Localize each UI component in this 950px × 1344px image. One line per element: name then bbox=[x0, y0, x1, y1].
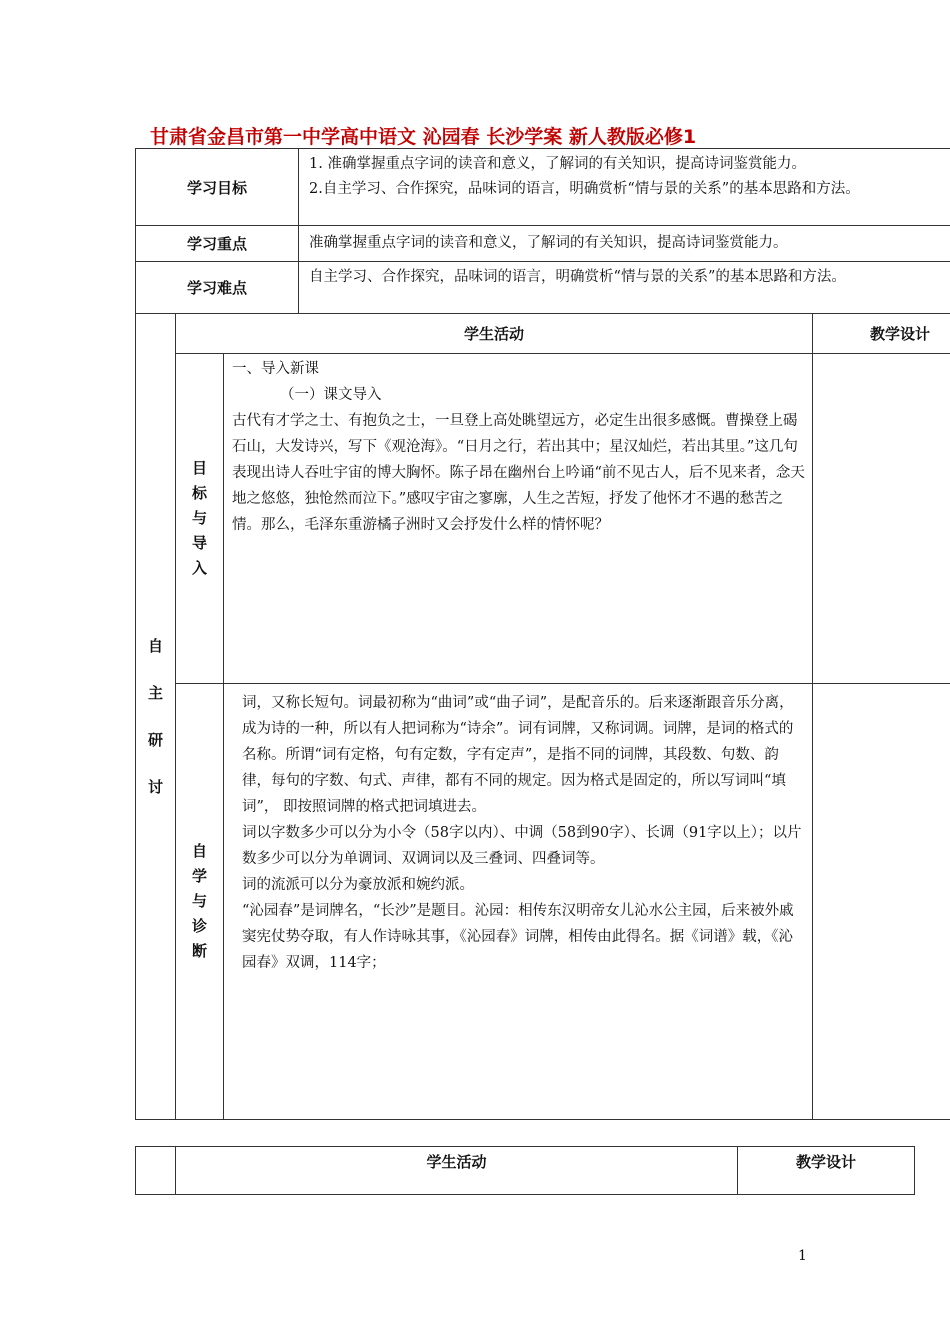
intro-label-char-5: 入 bbox=[191, 559, 207, 577]
side-label-char-3: 研 bbox=[147, 730, 163, 749]
self-study-design-cell bbox=[813, 684, 950, 1120]
intro-design-cell bbox=[813, 354, 950, 684]
focus-label: 学习重点 bbox=[136, 226, 299, 262]
continuation-table bbox=[135, 1146, 915, 1195]
difficulty-row bbox=[136, 262, 950, 314]
side-label bbox=[136, 314, 176, 1120]
self-study-label-char-5: 断 bbox=[191, 942, 207, 960]
intro-label-char-4: 导 bbox=[191, 534, 207, 552]
focus-row bbox=[136, 226, 950, 262]
side-label-char-4: 讨 bbox=[147, 777, 163, 796]
continuation-header-row bbox=[136, 1147, 915, 1195]
intro-content bbox=[224, 354, 813, 684]
goal-label: 学习目标 bbox=[136, 149, 299, 226]
self-study-paragraph-4: “沁园春”是词牌名，“长沙”是题目。沁园：相传东汉明帝女儿沁水公主园，后来被外戚窦宪仗势夺取，有人作诗咏其事，《沁园春》词牌，相传由此得名。据《词谱》载，《沁园春》双调，114字； bbox=[242, 903, 794, 971]
intro-paragraph: 古代有才学之士、有抱负之士，一旦登上高处眺望远方，必定生出很多感慨。曹操登上碣石山，大发诗兴，写下《观沧海》。“日月之行，若出其中；星汉灿烂，若出其里。”这几句表现出诗人吞吐宇宙的博大胸怀。陈子昂在幽州台上吟诵“前不见古人，后不见来者，念天地之悠悠，独怆然而泣下。”感叹宇宙之寥廓，人生之苦短，抒发了他怀才不遇的愁苦之情。那么，毛泽东重游橘子洲时又会抒发什么样的情怀呢？ bbox=[232, 413, 805, 533]
goal-row bbox=[136, 149, 950, 226]
intro-row bbox=[136, 354, 950, 684]
continuation-student-header: 学生活动 bbox=[176, 1147, 738, 1195]
focus-content: 准确掌握重点字词的读音和意义，了解词的有关知识，提高诗词鉴赏能力。 bbox=[299, 226, 950, 262]
self-study-paragraph-3: 词的流派可以分为豪放派和婉约派。 bbox=[242, 877, 474, 893]
difficulty-label: 学习难点 bbox=[136, 262, 299, 314]
teaching-design-header: 教学设计 bbox=[813, 314, 950, 354]
intro-label-char-3: 与 bbox=[191, 509, 207, 527]
intro-subheading: （一）课文导入 bbox=[280, 387, 382, 403]
side-label-char-2: 主 bbox=[147, 683, 163, 702]
difficulty-content: 自主学习、合作探究，品味词的语言，明确赏析“情与景的关系”的基本思路和方法。 bbox=[299, 262, 950, 314]
self-study-label-char-4: 诊 bbox=[191, 917, 207, 935]
self-study-label-char-3: 与 bbox=[191, 892, 207, 910]
intro-label-char-2: 标 bbox=[191, 484, 207, 502]
page-number: 1 bbox=[798, 1248, 807, 1264]
study-plan-table bbox=[135, 148, 950, 1120]
self-study-label-char-1: 自 bbox=[191, 842, 207, 860]
self-study-row bbox=[136, 684, 950, 1120]
document-title: 甘肃省金昌市第一中学高中语文 沁园春 长沙学案 新人教版必修1 bbox=[150, 126, 697, 148]
intro-heading: 一、导入新课 bbox=[232, 361, 319, 377]
continuation-side-cell bbox=[136, 1147, 176, 1195]
self-study-content bbox=[224, 684, 813, 1120]
self-study-paragraph-2: 词以字数多少可以分为小令（58字以内）、中调（58到90字）、长调（91字以上）；以片数多少可以分为单调词、双调词以及三叠词、四叠词等。 bbox=[242, 825, 802, 867]
intro-label-char-1: 目 bbox=[191, 459, 207, 477]
intro-label bbox=[176, 354, 224, 684]
continuation-design-header: 教学设计 bbox=[738, 1147, 915, 1195]
side-label-char-1: 自 bbox=[147, 636, 163, 655]
goal-line-1: 1. 准确掌握重点字词的读音和意义，了解词的有关知识，提高诗词鉴赏能力。 bbox=[309, 156, 806, 172]
self-study-paragraph-1: 词，又称长短句。词最初称为“曲词”或“曲子词”，是配音乐的。后来逐渐跟音乐分离，成为诗的一种，所以有人把词称为“诗余”。词有词牌，又称词调。词牌，是词的格式的名称。所谓“词有定格，句有定数，字有定声”，是指不同的词牌，其段数、句数、韵律，每句的字数、句式、声律，都有不同的规定。因为格式是固定的，所以写词叫“填词”， 即按照词牌的格式把词填进去。 bbox=[242, 695, 794, 815]
student-activity-header: 学生活动 bbox=[176, 314, 813, 354]
goal-content bbox=[299, 149, 950, 226]
activity-header-row bbox=[136, 314, 950, 354]
goal-line-2: 2.自主学习、合作探究，品味词的语言，明确赏析“情与景的关系”的基本思路和方法。 bbox=[309, 181, 860, 197]
self-study-label-char-2: 学 bbox=[191, 867, 207, 885]
self-study-label bbox=[176, 684, 224, 1120]
